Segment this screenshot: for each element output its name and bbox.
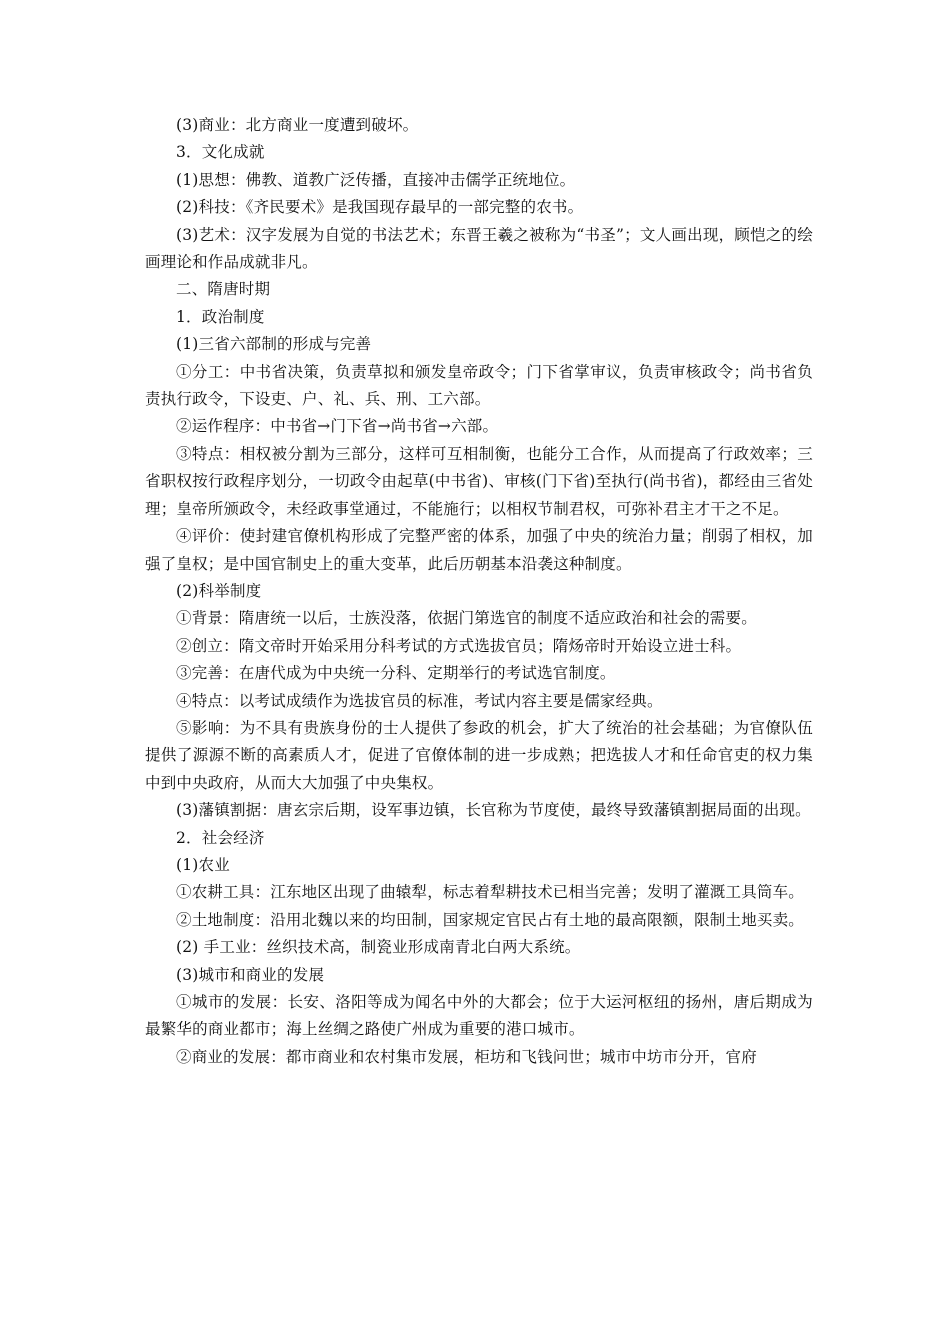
- paragraph-commerce: (3)商业：北方商业一度遭到破坏。: [176, 116, 419, 134]
- subheading-three-departments: (1)三省六部制的形成与完善: [176, 335, 372, 354]
- paragraph-art: (3)艺术：汉字发展为自觉的书法艺术；东晋王羲之被称为“书圣”；文人画出现，顾恺之的绘画理论和作品成就非凡。: [145, 225, 813, 272]
- paragraph-improvement: ③完善：在唐代成为中央统一分科、定期举行的考试选官制度。: [176, 664, 616, 683]
- heading-cultural-achievements: 3．文化成就: [176, 143, 265, 162]
- document-page: [145, 112, 813, 1071]
- paragraph-influence: ⑤影响：为不具有贵族身份的士人提供了参政的机会，扩大了统治的社会基础；为官僚队伍提供了源源不断的高素质人才，促进了官僚体制的进一步成熟；把选拔人才和任命官吏的权力集中到中央政府，从而大大加强了中央集权。: [145, 718, 813, 792]
- paragraph-handicraft: (2) 手工业：丝织技术高，制瓷业形成南青北白两大系统。: [176, 938, 581, 957]
- paragraph-features: ③特点：相权被分割为三部分，这样可互相制衡，也能分工合作，从而提高了行政效率；三省职权按行政程序划分，一切政令由起草(中书省)、审核(门下省)至执行(尚书省)，都经由三省处理；皇帝所颁政令，未经政事堂通过，不能施行；以相权节制君权，可弥补君主才干之不足。: [145, 444, 813, 518]
- paragraph-thought: (1)思想：佛教、道教广泛传播，直接冲击儒学正统地位。: [176, 170, 576, 189]
- paragraph-farming-tools: ①农耕工具：江东地区出现了曲辕犁，标志着犁耕技术已相当完善；发明了灌溉工具筒车。: [176, 883, 805, 902]
- paragraph-commerce-development: ②商业的发展：都市商业和农村集市发展，柜坊和飞钱问世；城市中坊市分开，官府: [176, 1047, 757, 1066]
- heading-political-system: 1．政治制度: [176, 307, 265, 326]
- paragraph-evaluation: ④评价：使封建官僚机构形成了完整严密的体系，加强了中央的统治力量；削弱了相权，加强了皇权；是中国官制史上的重大变革，此后历朝基本沿袭这种制度。: [145, 527, 813, 573]
- paragraph-exam-features: ④特点：以考试成绩作为选拔官员的标准，考试内容主要是儒家经典。: [176, 691, 663, 710]
- heading-social-economy: 2．社会经济: [176, 828, 265, 847]
- paragraph-procedure: ②运作程序：中书省→门下省→尚书省→六部。: [176, 417, 499, 436]
- paragraph-background: ①背景：隋唐统一以后，士族没落，依据门第选官的制度不适应政治和社会的需要。: [176, 609, 757, 628]
- paragraph-land-system: ②土地制度：沿用北魏以来的均田制，国家规定官民占有土地的最高限额，限制土地买卖。: [176, 910, 805, 929]
- paragraph-technology: (2)科技：《齐民要术》是我国现存最早的一部完整的农书。: [176, 198, 584, 217]
- heading-sui-tang: 二、隋唐时期: [176, 280, 271, 299]
- subheading-agriculture: (1)农业: [176, 855, 230, 874]
- paragraph-city-development: ①城市的发展：长安、洛阳等成为闻名中外的大都会；位于大运河枢纽的扬州，唐后期成为最繁华的商业都市；海上丝绸之路使广州成为重要的港口城市。: [145, 993, 813, 1039]
- paragraph-creation: ②创立：隋文帝时开始采用分科考试的方式选拔官员；隋炀帝时开始设立进士科。: [176, 636, 742, 655]
- paragraph-separatist-regimes: (3)藩镇割据：唐玄宗后期，设军事边镇，长官称为节度使，最终导致藩镇割据局面的出现。: [176, 801, 811, 820]
- subheading-imperial-exam: (2)科举制度: [176, 581, 262, 600]
- subheading-cities-commerce: (3)城市和商业的发展: [176, 965, 325, 984]
- paragraph-division-of-labor: ①分工：中书省决策，负责草拟和颁发皇帝政令；门下省掌审议，负责审核政令；尚书省负责执行政令，下设吏、户、礼、兵、刑、工六部。: [145, 362, 813, 409]
